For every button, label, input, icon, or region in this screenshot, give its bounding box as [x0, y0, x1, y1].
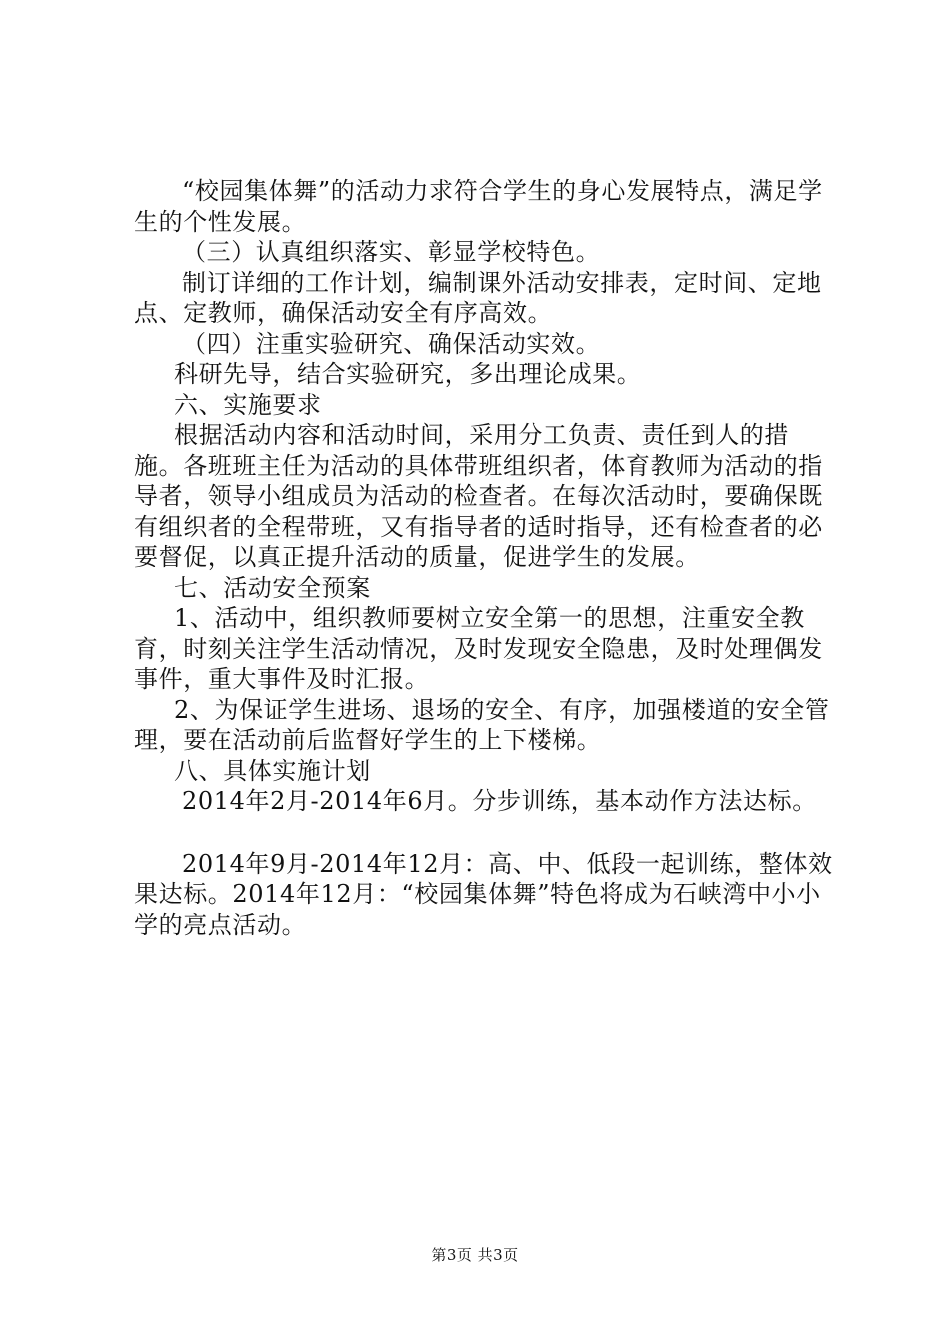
- paragraph-2: 制订详细的工作计划，编制课外活动安排表，定时间、定地点、定教师，确保活动安全有序高效。: [134, 268, 822, 327]
- page-number-footer: 第3页 共3页: [431, 1246, 519, 1264]
- paragraph-4: 根据活动内容和活动时间，采用分工负责、责任到人的措施。各班班主任为活动的具体带班组织者，体育教师为活动的指导者，领导小组成员为活动的检查者。在每次活动时，要确保既有组织者的全程带班，又有指导者的适时指导，还有检查者的必要督促，以真正提升活动的质量，促进学生的发展。: [134, 421, 823, 571]
- heading-section-eight: 八、具体实施计划: [174, 756, 371, 785]
- heading-section-seven: 七、活动安全预案: [174, 573, 371, 602]
- paragraph-7: 2014年2月-2014年6月。分步训练，基本动作方法达标。: [182, 787, 817, 815]
- paragraph-6: 2、为保证学生进场、退场的安全、有序，加强楼道的安全管理，要在活动前后监督好学生的上下楼梯。: [134, 695, 830, 754]
- document-body: [134, 176, 834, 940]
- paragraph-3: 科研先导，结合实验研究，多出理论成果。: [174, 360, 642, 388]
- heading-section-3: （三）认真组织落实、彰显学校特色。: [182, 238, 601, 266]
- paragraph-5: 1、活动中，组织教师要树立安全第一的思想，注重安全教育，时刻关注学生活动情况，及时发现安全隐患，及时处理偶发事件，重大事件及时汇报。: [134, 604, 823, 693]
- paragraph-1: “校园集体舞”的活动力求符合学生的身心发展特点，满足学生的个性发展。: [134, 177, 823, 236]
- heading-section-six: 六、实施要求: [174, 390, 322, 419]
- paragraph-8: 2014年9月-2014年12月：高、中、低段一起训练，整体效果达标。2014年12月：“校园集体舞”特色将成为石峡湾中小小学的亮点活动。: [134, 849, 833, 939]
- heading-section-4: （四）注重实验研究、确保活动实效。: [182, 329, 601, 358]
